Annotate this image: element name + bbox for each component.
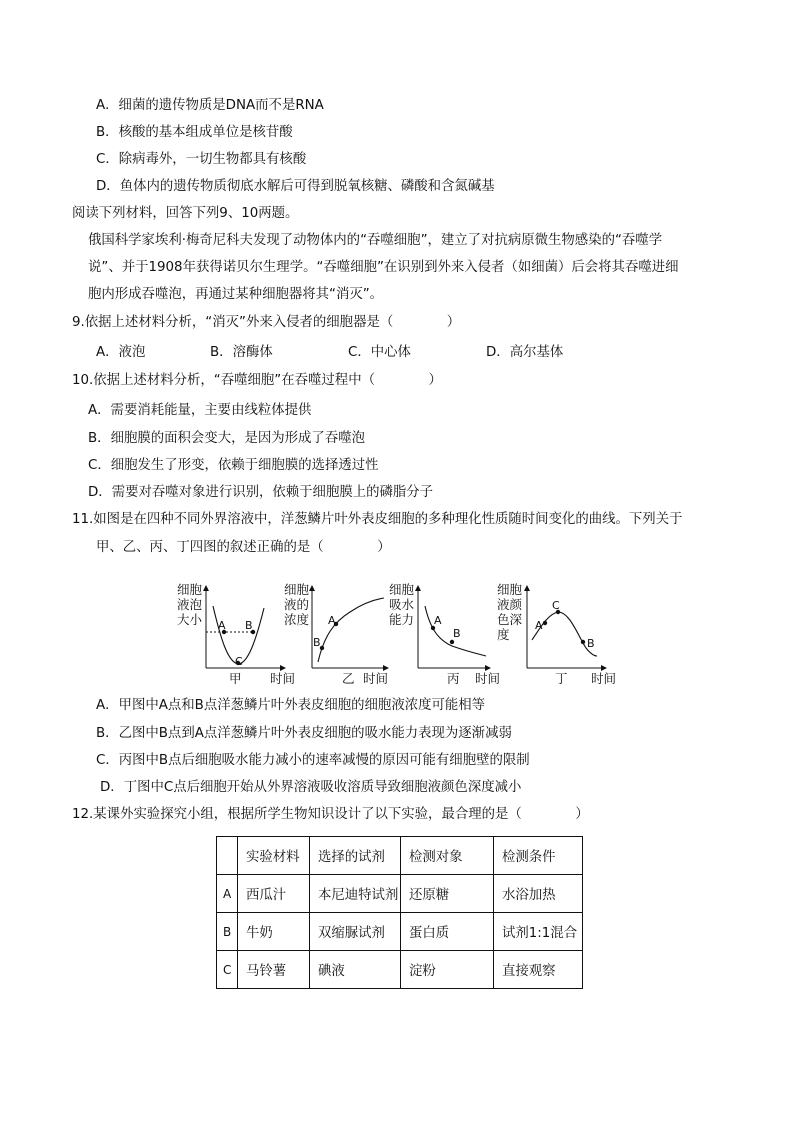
q9-option-b: B．溶酶体	[210, 345, 273, 360]
q8-option-d: D．鱼体内的遗传物质彻底水解后可得到脱氧核糖、磷酸和含氮碱基	[96, 179, 495, 194]
table-cell: 水浴加热	[494, 875, 583, 913]
graph-yi-ylabel-1: 细胞	[284, 582, 310, 597]
graph-ding-ylabel-3: 色深	[497, 612, 523, 627]
graph-jia-ylabel-2: 液泡	[177, 597, 203, 612]
graph-bing-xlabel-yi: 时间	[363, 671, 389, 686]
passage-line-3: 胞内形成吞噬泡，再通过某种细胞器将其“消灭”。	[88, 287, 384, 302]
graph-yi-ylabel-3: 浓度	[284, 612, 310, 627]
table-cell: 牛奶	[238, 913, 310, 951]
graph-ding-label-a: A	[535, 619, 543, 632]
table-cell: 还原糖	[401, 875, 494, 913]
graph-ding-point-a	[543, 621, 547, 625]
reading-intro: 阅读下列材料，回答下列9、10两题。	[72, 206, 299, 221]
q11-option-b: B．乙图中B点到A点洋葱鳞片叶外表皮细胞的吸水能力表现为逐渐减弱	[96, 726, 512, 741]
graph-yi-curve	[318, 598, 384, 662]
graph-bing-ylabel-3: 能力	[389, 612, 415, 627]
graph-ding	[497, 582, 616, 686]
table-cell: 碘液	[310, 951, 401, 989]
q10-option-b: B．细胞膜的面积会变大，是因为形成了吞噬泡	[88, 431, 365, 446]
table-header-cell: 选择的试剂	[310, 837, 401, 875]
table-row	[217, 875, 583, 913]
table-cell: 直接观察	[494, 951, 583, 989]
table-header-cell: 实验材料	[238, 837, 310, 875]
q10-option-c: C．细胞发生了形变，依赖于细胞膜的选择透过性	[88, 458, 379, 473]
graph-ding-point-b	[581, 640, 585, 644]
graph-bing-label-b: B	[453, 627, 461, 640]
table-cell: 西瓜汁	[238, 875, 310, 913]
table-cell: 双缩脲试剂	[310, 913, 401, 951]
graph-jia-xlabel: 时间	[270, 671, 296, 686]
graph-jia-label-c: C	[235, 655, 243, 668]
table-row-label: A	[217, 875, 238, 913]
q11-option-a: A．甲图中A点和B点洋葱鳞片叶外表皮细胞的细胞液浓度可能相等	[96, 698, 486, 713]
passage-line-2: 说”、并于1908年获得诺贝尔生理学。“吞噬细胞”在识别到外来入侵者（如细菌）后会将其吞噬进细	[88, 260, 679, 275]
table-cell: 淀粉	[401, 951, 494, 989]
graph-jia-ylabel-3: 大小	[177, 612, 203, 627]
q8-option-a: A．细菌的遗传物质是DNA而不是RNA	[96, 98, 324, 113]
graph-yi-label-a: A	[328, 614, 336, 627]
q9-option-c: C．中心体	[348, 345, 411, 360]
q8-option-c: C．除病毒外，一切生物都具有核酸	[96, 152, 307, 167]
graph-bing-point-b	[450, 640, 454, 644]
q10-option-a: A．需要消耗能量，主要由线粒体提供	[88, 403, 312, 418]
graph-yi-label-b: B	[313, 636, 321, 649]
table-cell: 试剂1:1混合	[494, 913, 583, 951]
table-header-row	[217, 837, 583, 875]
q10-option-d: D．需要对吞噬对象进行识别，依赖于细胞膜上的磷脂分子	[88, 485, 434, 500]
graph-ding-ylabel-2: 液颜	[497, 597, 523, 612]
table-header-blank	[217, 837, 238, 875]
q11-option-d: D．丁图中C点后细胞开始从外界溶液吸收溶质导致细胞液颜色深度减小	[100, 780, 522, 795]
q12-experiment-table	[216, 836, 583, 989]
q8-option-b: B．核酸的基本组成单位是核苷酸	[96, 125, 293, 140]
table-cell: 马铃薯	[238, 951, 310, 989]
graph-ding-label-b: B	[587, 637, 595, 650]
passage-line-1: 俄国科学家埃利·梅奇尼科夫发现了动物体内的“吞噬细胞”，建立了对抗病原微生物感染的“吞噬学	[88, 233, 663, 248]
table-cell: 本尼迪特试剂	[310, 875, 401, 913]
table-row	[217, 913, 583, 951]
graph-bing-ylabel-1: 细胞	[389, 582, 415, 597]
graph-ding-label-c: C	[552, 599, 560, 612]
graph-bing-label-a: A	[434, 614, 442, 627]
table-cell: 蛋白质	[401, 913, 494, 951]
table-header-cell: 检测对象	[401, 837, 494, 875]
graph-yi-name: 乙	[342, 671, 355, 686]
table-row	[217, 951, 583, 989]
graph-bing-ylabel-2: 吸水	[389, 597, 415, 612]
graph-ding-xlabel: 时间	[591, 671, 617, 686]
graph-yi-ylabel-2: 液的	[284, 597, 310, 612]
graph-ding-ylabel-1: 细胞	[497, 582, 523, 597]
graph-jia-label-b: B	[245, 619, 253, 632]
q11-stem-line-2: 甲、乙、丙、丁四图的叙述正确的是（ ）	[96, 540, 391, 555]
q11-stem-line-1: 11.如图是在四种不同外界溶液中，洋葱鳞片叶外表皮细胞的多种理化性质随时间变化的曲线。下列关于	[72, 512, 683, 527]
graph-jia-label-a: A	[218, 619, 226, 632]
graph-jia-name: 甲	[229, 671, 242, 686]
graph-ding-ylabel-4: 度	[497, 627, 510, 642]
graph-ding-name: 丁	[555, 671, 568, 686]
graph-jia	[177, 582, 295, 686]
q9-stem: 9.依据上述材料分析，“消灭”外来入侵者的细胞器是（ ）	[72, 315, 461, 330]
table-header-cell: 检测条件	[494, 837, 583, 875]
q10-stem: 10.依据上述材料分析，“吞噬细胞”在吞噬过程中（ ）	[72, 373, 442, 388]
graph-jia-ylabel-1: 细胞	[177, 582, 203, 597]
q9-option-a: A．液泡	[96, 345, 146, 360]
q9-option-d: D．高尔基体	[486, 345, 564, 360]
table-row-label: C	[217, 951, 238, 989]
graph-bing-name: 丙	[447, 671, 460, 686]
table-row-label: B	[217, 913, 238, 951]
q11-option-c: C．丙图中B点后细胞吸水能力减小的速率减慢的原因可能有细胞壁的限制	[96, 753, 530, 768]
graph-bing-xlabel: 时间	[475, 671, 501, 686]
q12-stem: 12.某课外实验探究小组，根据所学生物知识设计了以下实验，最合理的是（ ）	[72, 807, 589, 822]
